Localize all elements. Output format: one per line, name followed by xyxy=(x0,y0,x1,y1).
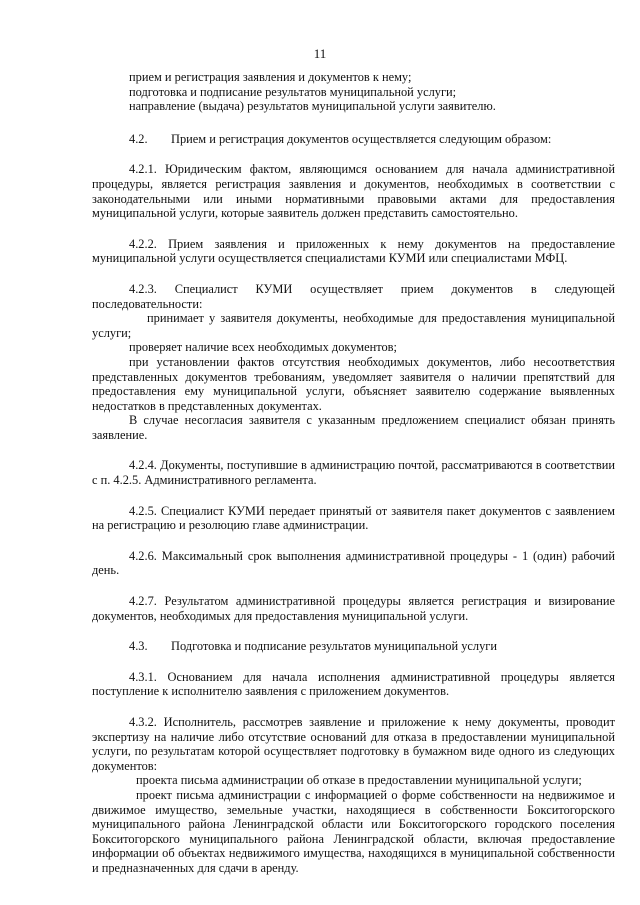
paragraph-4-2-7: 4.2.7. Результатом административной процедуры является регистрация и визирование документов, необходимых для предоставления муниципальной услуги. xyxy=(92,594,615,623)
paragraph-4-2-3-lead: 4.2.3. Специалист КУМИ осуществляет прием документов в следующей последовательности: xyxy=(92,281,615,311)
list-item: проекта письма администрации об отказе в предоставлении муниципальной услуги; xyxy=(136,773,582,788)
page-number: 11 xyxy=(313,46,327,61)
intro-list xyxy=(92,70,615,114)
paragraph-4-2-4: 4.2.4. Документы, поступившие в администрацию почтой, рассматриваются в соответствии с п. 4.2.5. Административного регламента. xyxy=(92,458,615,488)
section-heading-4-3 xyxy=(92,639,615,654)
list-item: при установлении фактов отсутствия необходимых документов, либо несоответствия представленных документов требованиям, уведомляет заявителя о наличии препятствий для предоставления ему муниципальной услуги, объясняет заявителю содержание выявленных недостатков в представленных документах. xyxy=(92,354,615,413)
paragraph-4-2-6: 4.2.6. Максимальный срок выполнения административной процедуры - 1 (один) рабочий день. xyxy=(92,548,615,578)
paragraph-4-2-5: 4.2.5. Специалист КУМИ передает принятый от заявителя пакет документов с заявлением на регистрацию и резолюцию главе администрации. xyxy=(92,503,615,533)
paragraph-4-2-1: 4.2.1. Юридическим фактом, являющимся основанием для начала административной процедуры, является регистрация заявления и документов, необходимых в соответствии с законодательными или иными нормативными правовыми актами для предоставления муниципальной услуги, которые заявитель должен представить самостоятельно. xyxy=(92,162,615,221)
section-number: 4.3. xyxy=(129,639,148,654)
paragraph-4-3-2-lead: 4.3.2. Исполнитель, рассмотрев заявление и приложение к нему документы, проводит экспертизу на наличие либо отсутствие оснований для отказа в предоставлении муниципальной услуги, по результатам которой осуществляет подготовку в бумажном виде одного из следующих документов: xyxy=(92,715,615,773)
list-item: направление (выдача) результатов муниципальной услуги заявителю. xyxy=(129,99,496,114)
paragraph-4-2-2: 4.2.2. Прием заявления и приложенных к нему документов на предоставление муниципальной услуги осуществляется специалистами КУМИ или специалистами МФЦ. xyxy=(92,236,615,266)
list-item: принимает у заявителя документы, необходимые для предоставления муниципальной услуги; xyxy=(92,311,615,340)
section-title: Подготовка и подписание результатов муниципальной услуги xyxy=(171,639,498,654)
document-body xyxy=(92,70,615,876)
section-title: Прием и регистрация документов осуществляется следующим образом: xyxy=(171,131,552,146)
list-item: проверяет наличие всех необходимых документов; xyxy=(129,340,397,355)
paragraph-4-3-1: 4.3.1. Основанием для начала исполнения административной процедуры является поступление к исполнителю заявления с приложением документов. xyxy=(92,669,615,699)
list-item: В случае несогласия заявителя с указанным предложением специалист обязан принять заявление. xyxy=(92,413,615,442)
list-item: прием и регистрация заявления и документов к нему; xyxy=(129,70,412,84)
section-number: 4.2. xyxy=(129,131,148,146)
list-item: подготовка и подписание результатов муниципальной услуги; xyxy=(129,84,457,99)
list-item: проект письма администрации с информацией о форме собственности на недвижимое и движимое имущество, земельные участки, находящиеся в собственности Бокситогорского муниципального района Ленинградской области или Бокситогорского городского поселения Бокситогорского муниципального района Ленинградской области, включая предоставление информации об объектах недвижимого имущества, находящихся в муниципальной собственности и предназначенных для сдачи в аренду. xyxy=(92,787,615,875)
section-heading-4-2 xyxy=(92,132,615,147)
